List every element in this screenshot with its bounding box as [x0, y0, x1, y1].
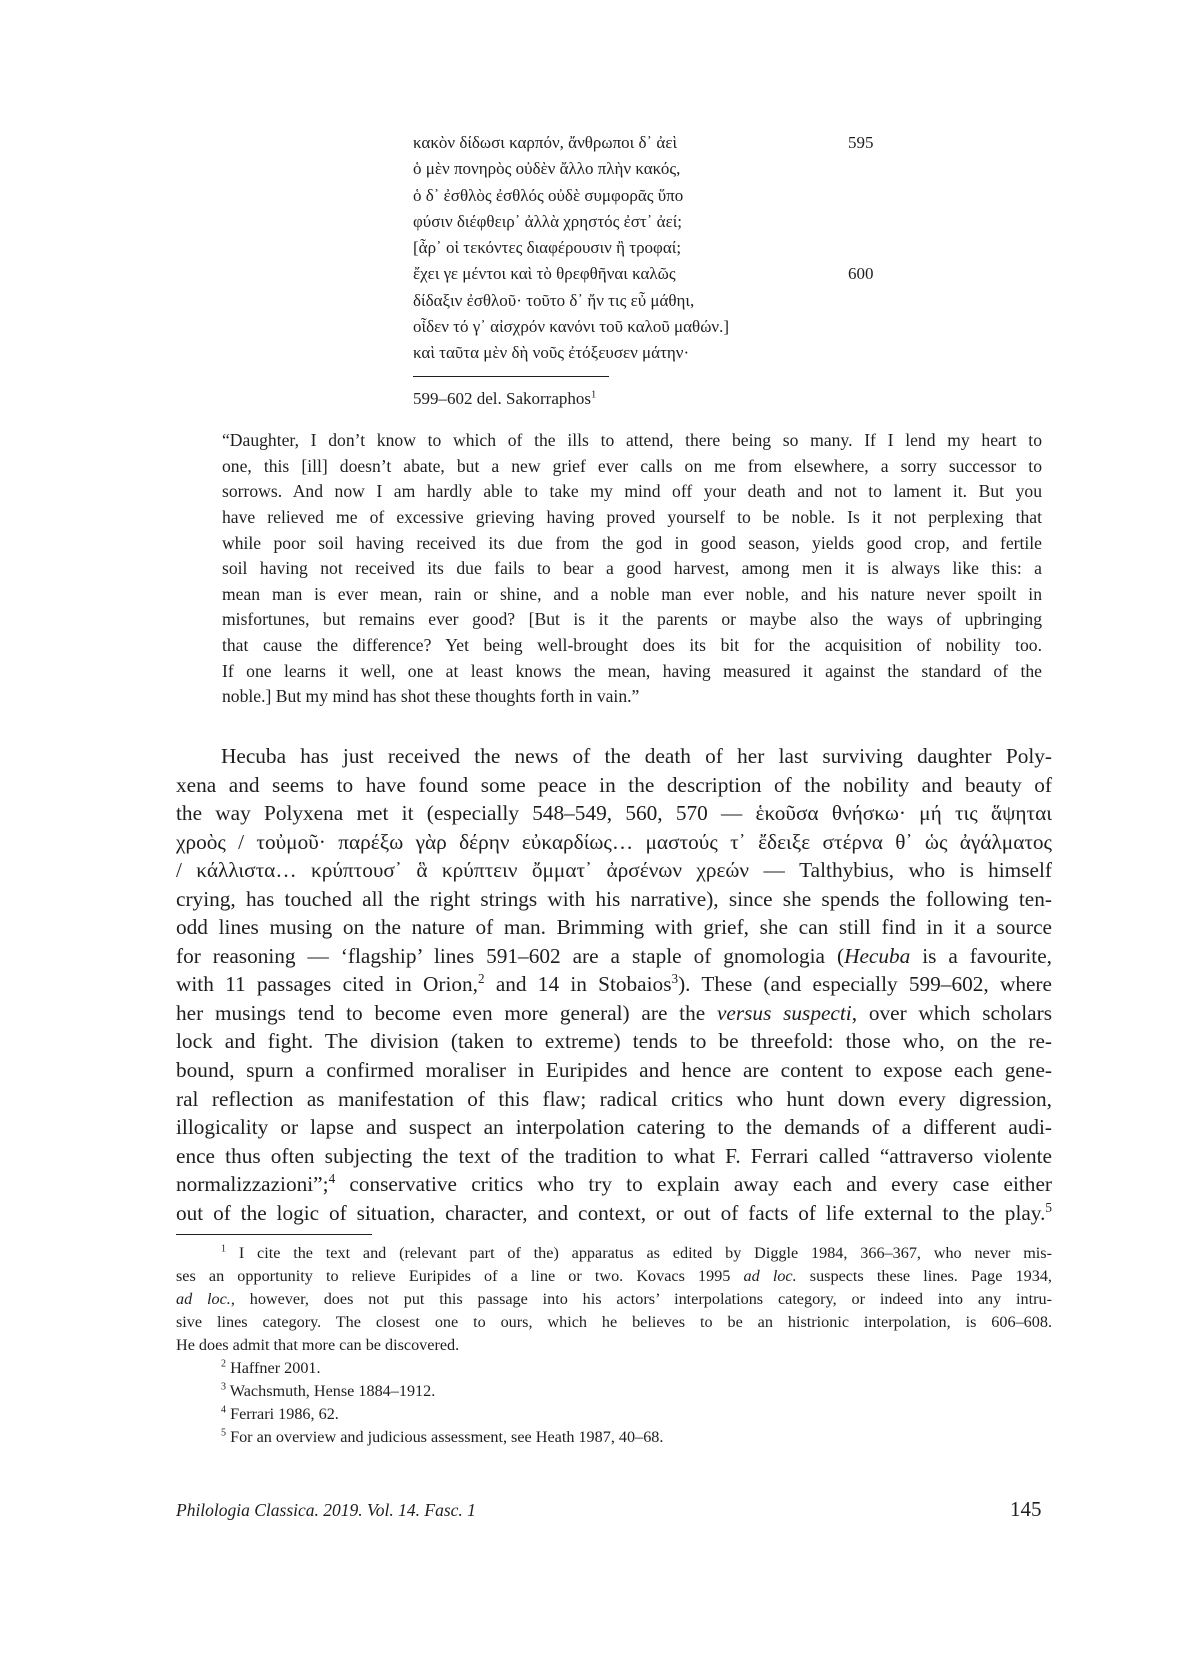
footnote-line: ad loc., however, does not put this passage into his actors’ interpolations category, or indeed into any intru- [176, 1290, 1053, 1308]
body-line: Hecuba has just received the news of the death of her last surviving daughter Poly- [221, 744, 1052, 768]
body-line: χροὸς / τοὐμοῦ· παρέξω γὰρ δέρην εὐκαρδίως… μαστούς τ᾽ ἔδειξε στέρνα θ᾽ ὡς ἀγάλματος [176, 829, 1052, 854]
body-line: crying, has touched all the right strings with his narrative), since she spends the following ten- [176, 886, 1052, 911]
body-line: ence thus often subjecting the text of the tradition to what F. Ferrari called “attraverso violente [176, 1143, 1052, 1168]
translation-line: sorrows. And now I am hardly able to take my mind off your death and not to lament it. But you [222, 481, 1042, 502]
verse-line: κακὸν δίδωσι καρπόν, ἄνθρωποι δ᾽ ἀεὶ 595 [413, 130, 883, 156]
footnote-divider [176, 1234, 372, 1235]
footnote-ref[interactable]: 4 [328, 1171, 336, 1187]
body-line: for reasoning — ‘flagship’ lines 591–602 are a staple of gnomologia (Hecuba is a favourite, [176, 943, 1052, 968]
body-line: with 11 passages cited in Orion,$^2$ and 14 in Stobaios$^3$). These (and especially 599–602, where [176, 971, 1052, 997]
body-line: xena and seems to have found some peace in the description of the nobility and beauty of [176, 772, 1052, 797]
footnote-line: $^2$ Haffner 2001. [221, 1358, 321, 1377]
translation-line: while poor soil having received its due from the god in good season, yields good crop, and fertile [222, 532, 1042, 553]
verse-line: ὁ δ᾽ ἐσθλὸς ἐσθλός οὐδὲ συμφορᾶς ὕπο [413, 185, 684, 205]
body-line: the way Polyxena met it (especially 548–549, 560, 570 — ἑκοῦσα θνήσκω· μή τις ἅψηται [176, 801, 1052, 826]
body-line: normalizzazioni”;$^4$ conservative critics who try to explain away each and every case either [176, 1171, 1052, 1197]
verse-line-number: 600 [848, 264, 874, 284]
footnote-ref[interactable]: 2 [478, 971, 485, 987]
greek-verse-block [413, 130, 883, 367]
verse-line: φύσιν διέφθειρ᾽ ἀλλὰ χρηστός ἐστ᾽ ἀεί; [413, 211, 683, 231]
body-line: lock and fight. The division (taken to extreme) tends to be threefold: those who, on the re- [176, 1029, 1052, 1054]
work-title: Hecuba [844, 943, 911, 968]
footnote-number: 1 [221, 1243, 227, 1255]
footnote-ref[interactable]: 5 [1045, 1199, 1052, 1215]
verse-line: [ἆρ᾽ οἱ τεκόντες διαφέρουσιν ἢ τροφαί; [413, 238, 682, 258]
translation-line: that cause the difference? Yet being well-brought does its bit for the acquisition of nobility too. [222, 635, 1042, 656]
footnote-line: $^1$ I cite the text and (relevant part of the) apparatus as edited by Diggle 1984, 366–367, who never mis- [221, 1243, 1052, 1262]
journal-citation: Philologia Classica. 2019. Vol. 14. Fasc. 1 [176, 1500, 476, 1520]
translation-line: misfortunes, but remains ever good? [But is it the parents or maybe also the ways of upbringing [222, 609, 1042, 630]
verse-line: ἔχει γε μέντοι καὶ τὸ θρεφθῆναι καλῶς 600 [413, 261, 883, 287]
translation-line: “Daughter, I don’t know to which of the ills to attend, there being so many. If I lend my heart to [222, 430, 1042, 450]
footnote-ref[interactable]: 1 [591, 389, 597, 401]
footnote-line: He does admit that more can be discovered. [176, 1336, 460, 1354]
footnote-line: ses an opportunity to relieve Euripides of a line or two. Kovacs 1995 ad loc. suspects these lines. Page 1934, [176, 1267, 1052, 1285]
footnote-number: 5 [221, 1427, 227, 1439]
verse-line: οἶδεν τό γ᾽ αἰσχρόν κανόνι τοῦ καλοῦ μαθών.] [413, 317, 729, 337]
translation-block [222, 428, 1042, 710]
italic-term: versus suspecti [716, 1000, 852, 1025]
body-paragraph [176, 742, 1052, 1227]
body-line: ral reflection as manifestation of this flaw; radical critics who hunt down every digression, [176, 1086, 1052, 1111]
translation-line: mean man is ever mean, rain or shine, and a noble man ever noble, and his nature never spoilt in [222, 583, 1042, 604]
translation-line: soil having not received its due fails to bear a good harvest, among men it is always like this: a [222, 558, 1042, 579]
verse-line: ὁ μὲν πονηρὸς οὐδὲν ἄλλο πλὴν κακός, [413, 159, 681, 179]
footnote-line: $^5$ For an overview and judicious assessment, see Heath 1987, 40–68. [221, 1427, 664, 1446]
footnote-line: sive lines category. The closest one to ours, which he believes to be an histrionic interpolation, is 606–608. [176, 1313, 1052, 1331]
body-line: / κάλλιστα… κρύπτουσ᾽ ἃ κρύπτειν ὄμματ᾽ ἀρσένων χρεών — Talthybius, who is himself [176, 858, 1052, 883]
body-line: her musings tend to become even more general) are the versus suspecti, over which scholars [176, 1000, 1052, 1025]
footnote-ref[interactable]: 3 [671, 971, 679, 987]
verse-line: δίδαξιν ἐσθλοῦ· τοῦτο δ᾽ ἤν τις εὖ μάθηι, [413, 290, 695, 310]
body-line: odd lines musing on the nature of man. Brimming with grief, she can still find in it a source [176, 915, 1052, 940]
footnotes [176, 1242, 1052, 1449]
footnote-number: 4 [221, 1404, 227, 1416]
footnote-line: $^3$ Wachsmuth, Hense 1884–1912. [221, 1381, 436, 1400]
footnote-number: 3 [221, 1381, 227, 1393]
footnote-number: 2 [221, 1358, 227, 1370]
translation-line: one, this [ill] doesn’t abate, but a new grief ever calls on me from elsewhere, a sorry successor to [222, 455, 1042, 476]
body-line: illogicality or lapse and suspect an interpolation catering to the demands of a different audi- [176, 1115, 1052, 1140]
verse-line-number: 595 [848, 133, 874, 152]
translation-line: noble.] But my mind has shot these thoughts forth in vain.” [222, 686, 640, 707]
translation-line: If one learns it well, one at least knows the mean, having measured it against the standard of the [222, 660, 1042, 681]
translation-line: have relieved me of excessive grieving having proved yourself to be noble. Is it not perplexing that [222, 506, 1042, 527]
page-number: 145 [1010, 1497, 1042, 1521]
body-line: out of the logic of situation, character, and context, or out of facts of life external to the play.$^5$ [176, 1199, 1052, 1225]
critical-apparatus: 599–602 del. Sakorraphos$^1$ [413, 389, 597, 408]
apparatus-divider [413, 376, 609, 377]
body-line: bound, spurn a confirmed moraliser in Euripides and hence are content to expose each gene- [176, 1058, 1052, 1083]
verse-line: καὶ ταῦτα μὲν δὴ νοῦς ἐτόξευσεν μάτην· [413, 343, 690, 363]
footnote-line: $^4$ Ferrari 1986, 62. [221, 1404, 339, 1423]
